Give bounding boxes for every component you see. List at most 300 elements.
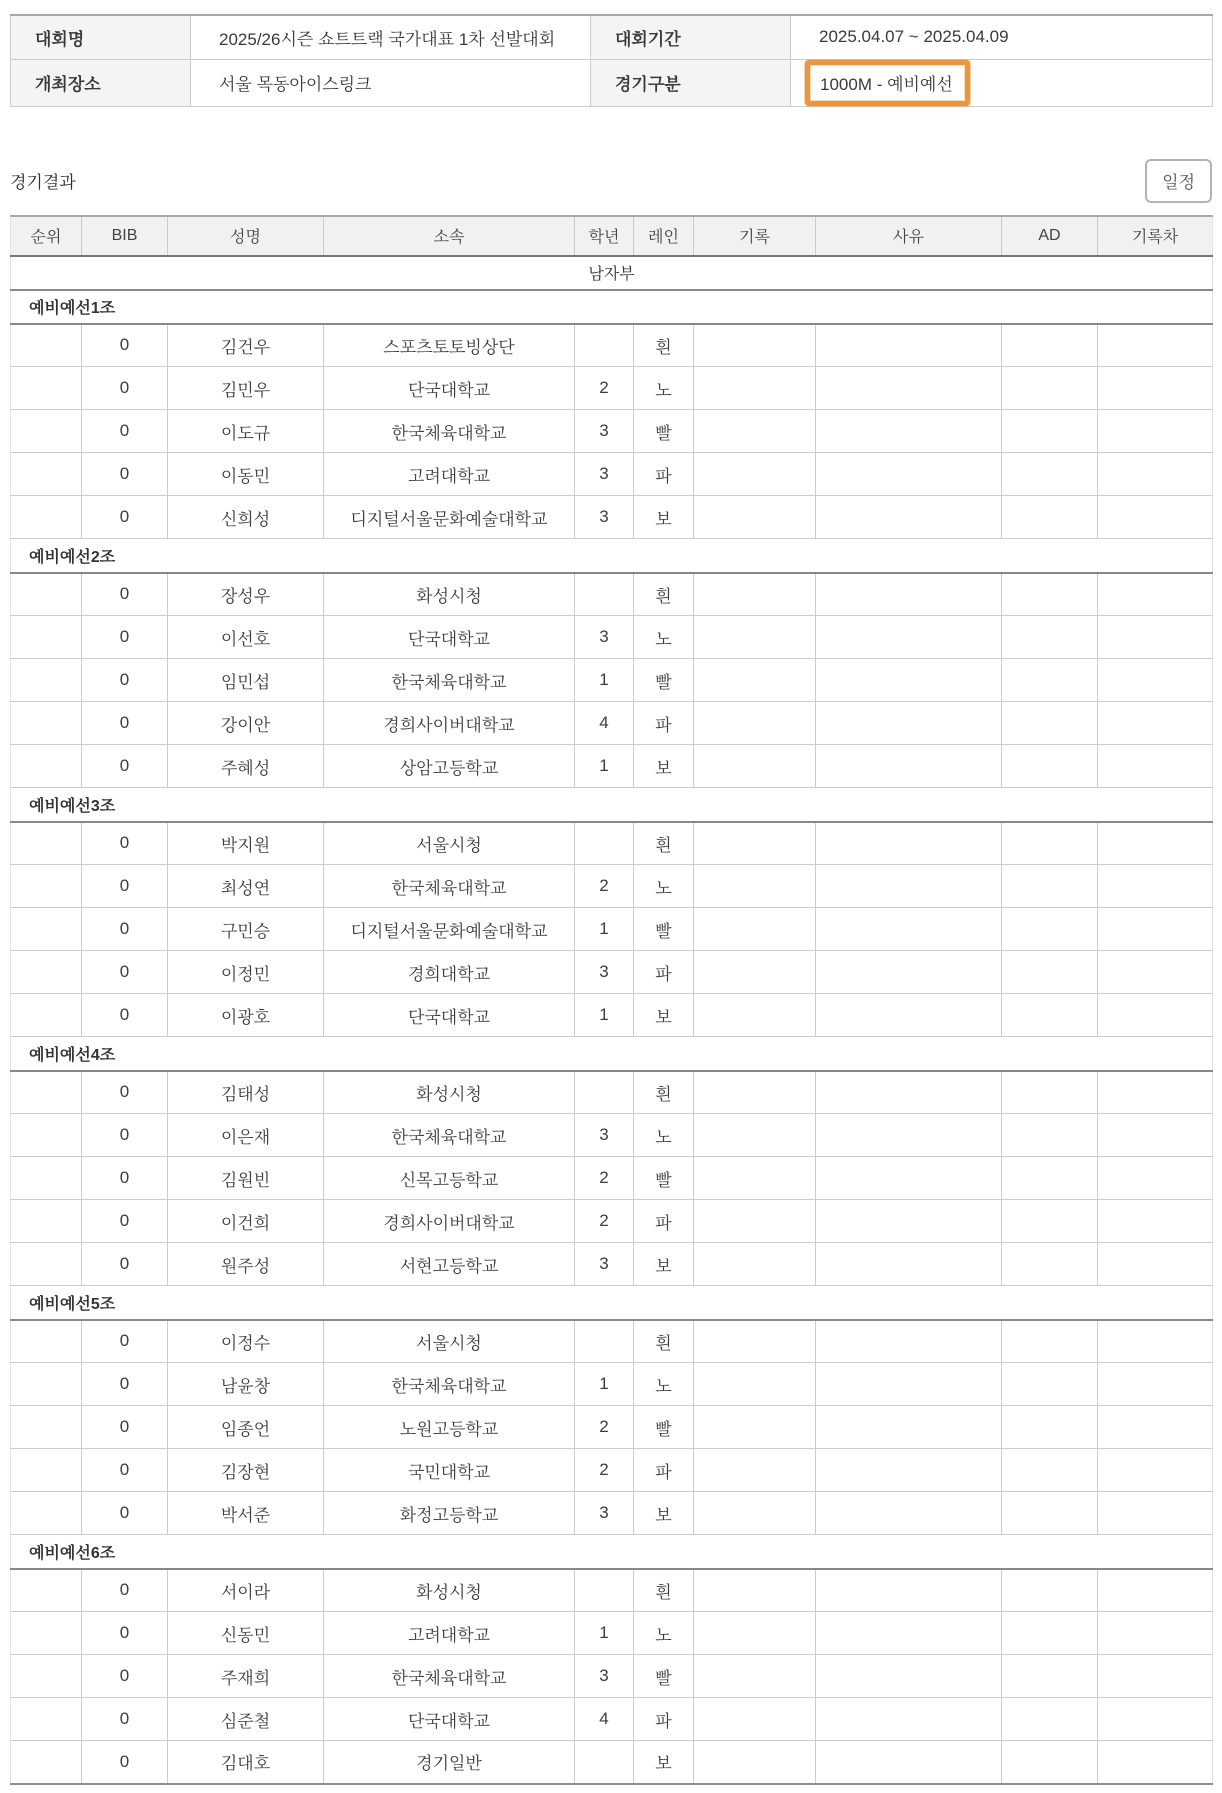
cell-record xyxy=(694,1492,816,1535)
group-label-row xyxy=(11,788,1213,822)
cell-team: 화정고등학교 xyxy=(324,1492,575,1535)
cell-grade: 3 xyxy=(575,1655,634,1698)
cell-bib: 0 xyxy=(82,1698,168,1741)
division-label: 남자부 xyxy=(11,256,1213,290)
cell-record-diff xyxy=(1098,659,1213,702)
cell-name: 구민승 xyxy=(168,908,324,951)
cell-bib: 0 xyxy=(82,1243,168,1286)
cell-reason xyxy=(816,1492,1002,1535)
cell-rank xyxy=(11,616,82,659)
cell-team: 단국대학교 xyxy=(324,367,575,410)
cell-team: 한국체육대학교 xyxy=(324,1363,575,1406)
cell-record xyxy=(694,573,816,616)
cell-lane: 흰 xyxy=(634,1320,694,1363)
athlete-row xyxy=(11,908,1213,951)
cell-record-diff xyxy=(1098,702,1213,745)
athlete-row xyxy=(11,1569,1213,1612)
athlete-row xyxy=(11,324,1213,367)
cell-team: 스포츠토토빙상단 xyxy=(324,324,575,367)
athlete-row xyxy=(11,453,1213,496)
cell-name: 신동민 xyxy=(168,1612,324,1655)
cell-record-diff xyxy=(1098,1071,1213,1114)
cell-grade xyxy=(575,1741,634,1784)
cell-name: 최성연 xyxy=(168,865,324,908)
cell-record xyxy=(694,702,816,745)
cell-lane: 파 xyxy=(634,453,694,496)
cell-record-diff xyxy=(1098,1243,1213,1286)
cell-team: 한국체육대학교 xyxy=(324,410,575,453)
cell-rank xyxy=(11,702,82,745)
cell-name: 이정수 xyxy=(168,1320,324,1363)
cell-record xyxy=(694,951,816,994)
column-header-rank: 순위 xyxy=(11,216,82,256)
cell-grade xyxy=(575,1569,634,1612)
cell-record-diff xyxy=(1098,908,1213,951)
cell-grade: 3 xyxy=(575,453,634,496)
athlete-row xyxy=(11,1655,1213,1698)
cell-record xyxy=(694,1655,816,1698)
cell-record xyxy=(694,994,816,1037)
cell-record-diff xyxy=(1098,1406,1213,1449)
cell-record-diff xyxy=(1098,951,1213,994)
cell-lane: 파 xyxy=(634,1449,694,1492)
cell-record xyxy=(694,1569,816,1612)
cell-ad xyxy=(1002,1449,1098,1492)
cell-record-diff xyxy=(1098,1157,1213,1200)
cell-ad xyxy=(1002,745,1098,788)
cell-record xyxy=(694,822,816,865)
cell-grade: 3 xyxy=(575,1243,634,1286)
cell-rank xyxy=(11,908,82,951)
group-label-row xyxy=(11,1286,1213,1320)
cell-name: 이건희 xyxy=(168,1200,324,1243)
cell-bib: 0 xyxy=(82,1655,168,1698)
cell-bib: 0 xyxy=(82,410,168,453)
cell-rank xyxy=(11,1406,82,1449)
cell-reason xyxy=(816,951,1002,994)
cell-record xyxy=(694,1741,816,1784)
cell-reason xyxy=(816,994,1002,1037)
cell-rank xyxy=(11,1243,82,1286)
athlete-row xyxy=(11,951,1213,994)
cell-name: 이선호 xyxy=(168,616,324,659)
venue-label: 개최장소 xyxy=(11,59,191,106)
cell-ad xyxy=(1002,1243,1098,1286)
cell-lane: 노 xyxy=(634,1114,694,1157)
results-table-body xyxy=(11,256,1213,1784)
athlete-row xyxy=(11,1741,1213,1784)
cell-grade: 3 xyxy=(575,1492,634,1535)
cell-lane: 보 xyxy=(634,1492,694,1535)
cell-reason xyxy=(816,908,1002,951)
cell-reason xyxy=(816,324,1002,367)
event-category-text: 1000M - 예비예선 xyxy=(820,74,953,94)
cell-team: 상암고등학교 xyxy=(324,745,575,788)
cell-record-diff xyxy=(1098,1612,1213,1655)
cell-rank xyxy=(11,1071,82,1114)
cell-lane: 노 xyxy=(634,367,694,410)
results-table-header-row xyxy=(11,216,1213,256)
cell-rank xyxy=(11,1200,82,1243)
cell-ad xyxy=(1002,573,1098,616)
cell-record xyxy=(694,659,816,702)
column-header-ad: AD xyxy=(1002,216,1098,256)
cell-rank xyxy=(11,1492,82,1535)
cell-team: 서울시청 xyxy=(324,822,575,865)
cell-reason xyxy=(816,1363,1002,1406)
cell-team: 경기일반 xyxy=(324,1741,575,1784)
cell-ad xyxy=(1002,994,1098,1037)
athlete-row xyxy=(11,1406,1213,1449)
athlete-row xyxy=(11,1363,1213,1406)
cell-grade: 3 xyxy=(575,951,634,994)
cell-record xyxy=(694,616,816,659)
cell-rank xyxy=(11,1449,82,1492)
cell-name: 주재희 xyxy=(168,1655,324,1698)
cell-lane: 보 xyxy=(634,1243,694,1286)
results-table xyxy=(10,215,1213,1785)
cell-name: 신희성 xyxy=(168,496,324,539)
cell-ad xyxy=(1002,1569,1098,1612)
cell-record xyxy=(694,865,816,908)
athlete-row xyxy=(11,1157,1213,1200)
cell-name: 이광호 xyxy=(168,994,324,1037)
cell-record xyxy=(694,1200,816,1243)
group-label: 예비예선5조 xyxy=(11,1286,1213,1320)
division-label-row xyxy=(11,256,1213,290)
competition-name-value: 2025/26시즌 쇼트트랙 국가대표 1차 선발대회 xyxy=(191,15,591,59)
cell-grade: 2 xyxy=(575,865,634,908)
cell-lane: 보 xyxy=(634,994,694,1037)
cell-rank xyxy=(11,822,82,865)
cell-reason xyxy=(816,573,1002,616)
group-label: 예비예선6조 xyxy=(11,1535,1213,1569)
cell-bib: 0 xyxy=(82,702,168,745)
cell-bib: 0 xyxy=(82,1741,168,1784)
cell-name: 임종언 xyxy=(168,1406,324,1449)
cell-record xyxy=(694,908,816,951)
cell-record-diff xyxy=(1098,1741,1213,1784)
cell-grade xyxy=(575,1071,634,1114)
cell-grade xyxy=(575,573,634,616)
athlete-row xyxy=(11,410,1213,453)
cell-bib: 0 xyxy=(82,822,168,865)
cell-lane: 빨 xyxy=(634,410,694,453)
cell-lane: 빨 xyxy=(634,1406,694,1449)
cell-bib: 0 xyxy=(82,1569,168,1612)
athlete-row xyxy=(11,1071,1213,1114)
cell-reason xyxy=(816,1243,1002,1286)
athlete-row xyxy=(11,1320,1213,1363)
column-header-lane: 레인 xyxy=(634,216,694,256)
group-label-row xyxy=(11,1037,1213,1071)
cell-name: 이은재 xyxy=(168,1114,324,1157)
cell-grade: 1 xyxy=(575,908,634,951)
column-header-grade: 학년 xyxy=(575,216,634,256)
cell-record-diff xyxy=(1098,453,1213,496)
cell-lane: 파 xyxy=(634,1200,694,1243)
cell-team: 한국체육대학교 xyxy=(324,1655,575,1698)
cell-lane: 파 xyxy=(634,1698,694,1741)
cell-record-diff xyxy=(1098,496,1213,539)
group-label: 예비예선3조 xyxy=(11,788,1213,822)
cell-rank xyxy=(11,1612,82,1655)
cell-ad xyxy=(1002,1363,1098,1406)
cell-name: 이정민 xyxy=(168,951,324,994)
cell-grade: 2 xyxy=(575,1449,634,1492)
cell-name: 남윤창 xyxy=(168,1363,324,1406)
cell-ad xyxy=(1002,496,1098,539)
cell-team: 경희대학교 xyxy=(324,951,575,994)
cell-lane: 노 xyxy=(634,865,694,908)
column-header-bib: BIB xyxy=(82,216,168,256)
cell-reason xyxy=(816,1449,1002,1492)
cell-team: 신목고등학교 xyxy=(324,1157,575,1200)
cell-team: 한국체육대학교 xyxy=(324,659,575,702)
group-label: 예비예선4조 xyxy=(11,1037,1213,1071)
cell-ad xyxy=(1002,324,1098,367)
cell-record xyxy=(694,745,816,788)
cell-record-diff xyxy=(1098,1492,1213,1535)
cell-lane: 빨 xyxy=(634,1655,694,1698)
cell-name: 이동민 xyxy=(168,453,324,496)
cell-lane: 빨 xyxy=(634,659,694,702)
cell-record xyxy=(694,1698,816,1741)
cell-bib: 0 xyxy=(82,1320,168,1363)
column-header-reason: 사유 xyxy=(816,216,1002,256)
cell-record-diff xyxy=(1098,573,1213,616)
cell-lane: 흰 xyxy=(634,822,694,865)
cell-team: 한국체육대학교 xyxy=(324,1114,575,1157)
cell-bib: 0 xyxy=(82,1406,168,1449)
cell-record xyxy=(694,1612,816,1655)
cell-name: 김장현 xyxy=(168,1449,324,1492)
cell-record xyxy=(694,496,816,539)
cell-ad xyxy=(1002,1698,1098,1741)
cell-rank xyxy=(11,1698,82,1741)
cell-reason xyxy=(816,1612,1002,1655)
cell-name: 김대호 xyxy=(168,1741,324,1784)
cell-name: 장성우 xyxy=(168,573,324,616)
cell-bib: 0 xyxy=(82,367,168,410)
athlete-row xyxy=(11,1612,1213,1655)
cell-name: 김원빈 xyxy=(168,1157,324,1200)
cell-ad xyxy=(1002,1406,1098,1449)
cell-record xyxy=(694,1363,816,1406)
athlete-row xyxy=(11,994,1213,1037)
cell-bib: 0 xyxy=(82,1157,168,1200)
cell-grade: 3 xyxy=(575,410,634,453)
cell-reason xyxy=(816,453,1002,496)
athlete-row xyxy=(11,865,1213,908)
cell-reason xyxy=(816,1071,1002,1114)
cell-rank xyxy=(11,573,82,616)
cell-bib: 0 xyxy=(82,1612,168,1655)
cell-name: 박서준 xyxy=(168,1492,324,1535)
cell-bib: 0 xyxy=(82,1363,168,1406)
cell-name: 서이라 xyxy=(168,1569,324,1612)
cell-team: 화성시청 xyxy=(324,573,575,616)
cell-name: 김건우 xyxy=(168,324,324,367)
cell-rank xyxy=(11,410,82,453)
athlete-row xyxy=(11,745,1213,788)
cell-bib: 0 xyxy=(82,1114,168,1157)
cell-reason xyxy=(816,865,1002,908)
cell-team: 서울시청 xyxy=(324,1320,575,1363)
cell-record xyxy=(694,1114,816,1157)
competition-info-table xyxy=(10,14,1213,107)
cell-record-diff xyxy=(1098,1698,1213,1741)
cell-grade xyxy=(575,1320,634,1363)
cell-bib: 0 xyxy=(82,1200,168,1243)
group-label-row xyxy=(11,1535,1213,1569)
cell-team: 국민대학교 xyxy=(324,1449,575,1492)
cell-record-diff xyxy=(1098,1114,1213,1157)
cell-grade: 1 xyxy=(575,1612,634,1655)
cell-lane: 파 xyxy=(634,951,694,994)
cell-grade: 2 xyxy=(575,367,634,410)
cell-reason xyxy=(816,822,1002,865)
cell-record-diff xyxy=(1098,367,1213,410)
athlete-row xyxy=(11,702,1213,745)
cell-rank xyxy=(11,324,82,367)
cell-lane: 흰 xyxy=(634,573,694,616)
cell-name: 원주성 xyxy=(168,1243,324,1286)
cell-bib: 0 xyxy=(82,865,168,908)
cell-rank xyxy=(11,745,82,788)
info-row-2 xyxy=(11,59,1213,106)
cell-grade xyxy=(575,324,634,367)
cell-ad xyxy=(1002,908,1098,951)
cell-record-diff xyxy=(1098,410,1213,453)
cell-grade: 4 xyxy=(575,702,634,745)
cell-ad xyxy=(1002,1114,1098,1157)
cell-grade: 3 xyxy=(575,1114,634,1157)
cell-team: 한국체육대학교 xyxy=(324,865,575,908)
athlete-row xyxy=(11,616,1213,659)
cell-name: 주혜성 xyxy=(168,745,324,788)
cell-team: 경희사이버대학교 xyxy=(324,1200,575,1243)
cell-record xyxy=(694,367,816,410)
cell-bib: 0 xyxy=(82,496,168,539)
cell-record xyxy=(694,324,816,367)
athlete-row xyxy=(11,496,1213,539)
cell-grade: 2 xyxy=(575,1157,634,1200)
cell-bib: 0 xyxy=(82,616,168,659)
cell-lane: 흰 xyxy=(634,1569,694,1612)
cell-ad xyxy=(1002,1200,1098,1243)
cell-lane: 흰 xyxy=(634,324,694,367)
competition-period-value: 2025.04.07 ~ 2025.04.09 xyxy=(791,15,1213,59)
event-category-label: 경기구분 xyxy=(591,59,791,106)
athlete-row xyxy=(11,1200,1213,1243)
cell-name: 이도규 xyxy=(168,410,324,453)
cell-team: 고려대학교 xyxy=(324,1612,575,1655)
cell-bib: 0 xyxy=(82,951,168,994)
cell-rank xyxy=(11,1569,82,1612)
cell-ad xyxy=(1002,1612,1098,1655)
cell-reason xyxy=(816,410,1002,453)
cell-record-diff xyxy=(1098,1449,1213,1492)
cell-grade: 2 xyxy=(575,1200,634,1243)
cell-ad xyxy=(1002,1492,1098,1535)
cell-lane: 파 xyxy=(634,702,694,745)
cell-reason xyxy=(816,367,1002,410)
cell-record xyxy=(694,1157,816,1200)
cell-reason xyxy=(816,1698,1002,1741)
cell-lane: 보 xyxy=(634,745,694,788)
cell-name: 심준철 xyxy=(168,1698,324,1741)
cell-rank xyxy=(11,496,82,539)
cell-record xyxy=(694,1071,816,1114)
cell-rank xyxy=(11,951,82,994)
cell-record-diff xyxy=(1098,865,1213,908)
cell-lane: 빨 xyxy=(634,1157,694,1200)
cell-grade: 1 xyxy=(575,659,634,702)
cell-reason xyxy=(816,496,1002,539)
cell-rank xyxy=(11,1655,82,1698)
cell-record-diff xyxy=(1098,994,1213,1037)
cell-ad xyxy=(1002,1655,1098,1698)
results-header-bar xyxy=(10,159,1212,203)
cell-bib: 0 xyxy=(82,453,168,496)
event-category-value xyxy=(791,59,1213,106)
cell-name: 임민섭 xyxy=(168,659,324,702)
cell-ad xyxy=(1002,659,1098,702)
cell-reason xyxy=(816,702,1002,745)
cell-ad xyxy=(1002,367,1098,410)
cell-record-diff xyxy=(1098,1200,1213,1243)
column-header-name: 성명 xyxy=(168,216,324,256)
cell-reason xyxy=(816,659,1002,702)
column-header-team: 소속 xyxy=(324,216,575,256)
cell-bib: 0 xyxy=(82,1071,168,1114)
cell-record-diff xyxy=(1098,1655,1213,1698)
cell-record xyxy=(694,453,816,496)
cell-team: 디지털서울문화예술대학교 xyxy=(324,496,575,539)
cell-rank xyxy=(11,1114,82,1157)
cell-lane: 보 xyxy=(634,496,694,539)
cell-bib: 0 xyxy=(82,908,168,951)
cell-rank xyxy=(11,659,82,702)
cell-lane: 노 xyxy=(634,1612,694,1655)
cell-bib: 0 xyxy=(82,324,168,367)
cell-reason xyxy=(816,1114,1002,1157)
cell-lane: 흰 xyxy=(634,1071,694,1114)
cell-name: 김민우 xyxy=(168,367,324,410)
cell-ad xyxy=(1002,865,1098,908)
cell-lane: 노 xyxy=(634,1363,694,1406)
cell-team: 디지털서울문화예술대학교 xyxy=(324,908,575,951)
athlete-row xyxy=(11,1114,1213,1157)
cell-lane: 빨 xyxy=(634,908,694,951)
cell-record-diff xyxy=(1098,324,1213,367)
cell-ad xyxy=(1002,1320,1098,1363)
cell-ad xyxy=(1002,453,1098,496)
athlete-row xyxy=(11,1243,1213,1286)
cell-ad xyxy=(1002,1157,1098,1200)
cell-reason xyxy=(816,1406,1002,1449)
schedule-button[interactable]: 일정 xyxy=(1145,159,1212,203)
cell-rank xyxy=(11,1320,82,1363)
cell-ad xyxy=(1002,1741,1098,1784)
athlete-row xyxy=(11,822,1213,865)
venue-value: 서울 목동아이스링크 xyxy=(191,59,591,106)
cell-ad xyxy=(1002,410,1098,453)
athlete-row xyxy=(11,367,1213,410)
athlete-row xyxy=(11,659,1213,702)
cell-rank xyxy=(11,994,82,1037)
